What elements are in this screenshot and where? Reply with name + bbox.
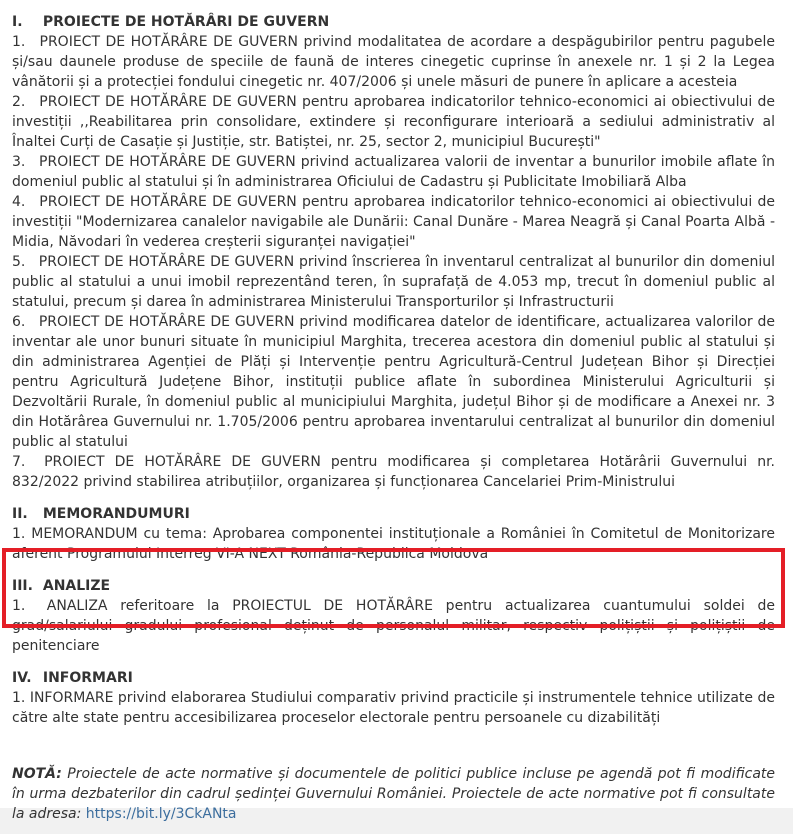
section-title: IV. INFORMARI	[12, 670, 133, 686]
note-label: NOTĂ:	[12, 766, 62, 782]
list-item: 5. PROIECT DE HOTĂRÂRE DE GUVERN privind înscrierea în inventarul centralizat al bunurilor din domeniul public al statului a unui imobil reprezentând teren, în suprafață de 4.053 mp, trecut în domeniul public al statului, precum și darea în administrarea Ministerului Transporturilor și Infrastructurii	[12, 254, 776, 310]
agenda-content	[12, 12, 775, 824]
section-proiecte	[12, 12, 775, 492]
list-item: 1. PROIECT DE HOTĂRÂRE DE GUVERN privind modalitatea de acordare a despăgubirilor pentru pagubele și/sau daunele produse de speciile de faună de interes cinegetic cuprinse în anexele nr. 1 și 2 la Legea vânătorii și a protecției fondului cinegetic nr. 407/2006 și unele măsuri de punere în aplicare a acesteia	[12, 34, 775, 90]
list-item: 2. PROIECT DE HOTĂRÂRE DE GUVERN pentru aprobarea indicatorilor tehnico-economici ai obiectivului de investiții ,,Reabilitarea prin consolidare, extindere și reconfigurare interioară a sediului administrativ al Înaltei Curți de Casație și Justiție, str. Batiștei, nr. 25, sector 2, municipiul București"	[12, 94, 775, 150]
section-informari	[12, 668, 775, 728]
list-item: 4. PROIECT DE HOTĂRÂRE DE GUVERN pentru aprobarea indicatorilor tehnico-economici ai obiectivului de investiții "Modernizarea canalelor navigabile ale Dunării: Canal Dunăre - Marea Neagră și Canal Poarta Albă - Midia, Năvodari în vederea creșterii siguranței navigației"	[12, 194, 775, 250]
list-item: 3. PROIECT DE HOTĂRÂRE DE GUVERN privind actualizarea valorii de inventar a bunurilor imobile aflate în domeniul public al statului și în administrarea Oficiului de Cadastru și Publicitate Imobiliară Alba	[12, 154, 775, 190]
note-text: Proiectele de acte normative și documentele de politici publice incluse pe agendă pot fi modificate în urma dezbaterilor din cadrul ședinței Guvernului României. Proiectele de acte normative pot fi consultate la adresa:	[12, 766, 776, 822]
list-item: 1. INFORMARE privind elaborarea Studiului comparativ privind practicile și instrumentele tehnice utilizate de către alte state pentru accesibilizarea proceselor electorale pentru persoanele cu dizabilități	[12, 690, 775, 726]
list-item: 7. PROIECT DE HOTĂRÂRE DE GUVERN pentru modificarea și completarea Hotărârii Guvernului nr. 832/2022 privind stabilirea atribuțiilor, organizarea și funcționarea Cancelariei Prim-Ministrului	[12, 454, 775, 490]
list-item: 1. MEMORANDUM cu tema: Aprobarea componentei instituționale a României în Comitetul de Monitorizare aferent Programului Interreg VI-A NEXT România-Republica Moldova	[12, 526, 775, 562]
section-title: III. ANALIZE	[12, 578, 111, 594]
highlight-box	[2, 548, 785, 628]
section-title: I. PROIECTE DE HOTĂRÂRI DE GUVERN	[12, 14, 330, 30]
list-item: 6. PROIECT DE HOTĂRÂRE DE GUVERN privind modificarea datelor de identificare, actualizarea valorilor de inventar ale unor bunuri situate în municipiul Marghita, trecerea acestora din domeniul public al statului și din administrarea Agenției de Plăți și Intervenție pentru Agricultură-Centrul Județean Bihor și Direcției pentru Agricultură Județene Bihor, instituții publice aflate în subordinea Ministerului Agriculturii și Dezvoltării Rurale, în domeniul public al municipiului Marghita, județul Bihor și de modificare a Anexei nr. 3 din Hotărârea Guvernului nr. 1.705/2006 pentru aprobarea inventarului centralizat al bunurilor din domeniul public al statului	[12, 314, 775, 450]
note	[12, 764, 775, 824]
note-link[interactable]: https://bit.ly/3CkANta	[85, 806, 237, 822]
section-title: II. MEMORANDUMURI	[12, 506, 190, 522]
list-item: 1. ANALIZA referitoare la PROIECTUL DE HOTĂRÂRE pentru actualizarea cuantumului soldei de grad/salariului gradului profesional deținut de personalul militar, respectiv polițiștii și polițiștii de penitenciare	[12, 598, 775, 654]
